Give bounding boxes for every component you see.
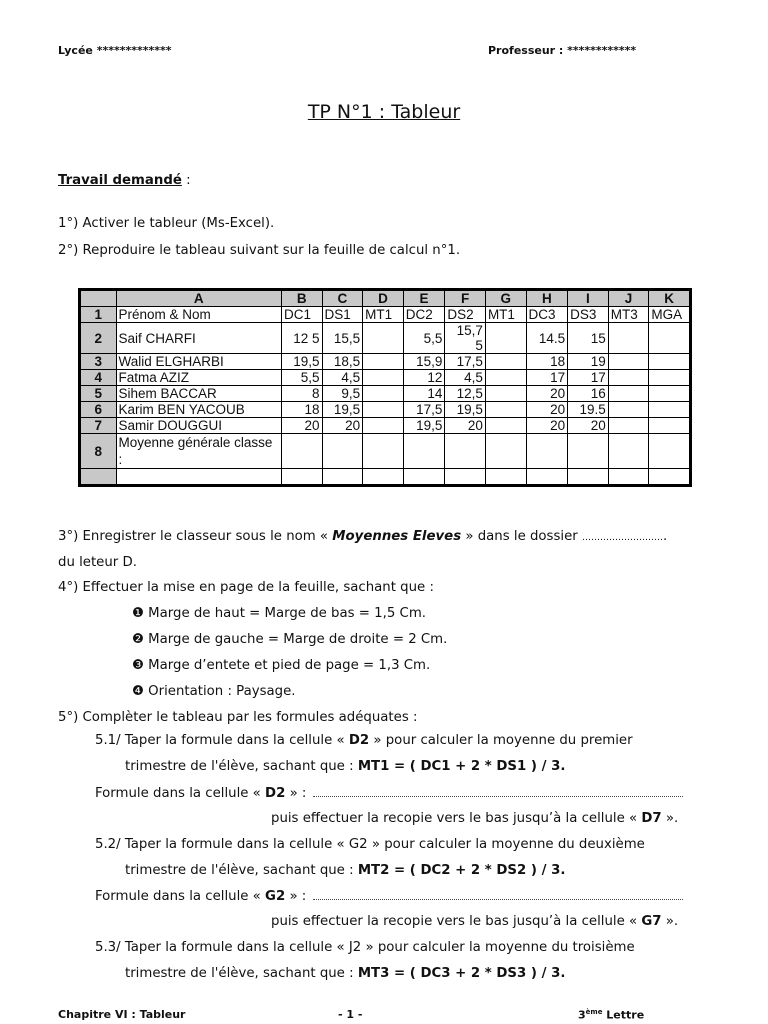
column-header: C: [322, 291, 363, 307]
column-header: B: [281, 291, 322, 307]
table-cell: 14.5: [526, 323, 568, 354]
table-cell: 19,5: [403, 418, 445, 434]
table-cell: [649, 323, 690, 354]
table-cell: 4,5: [322, 370, 363, 386]
step-5-1-text: 5.1/ Taper la formule dans la cellule «: [95, 733, 349, 748]
table-cell: 5,5: [403, 323, 445, 354]
task-heading: [58, 173, 191, 188]
recopie-d7-end: ».: [661, 811, 679, 826]
footer-page-number: - 1 -: [338, 1008, 363, 1021]
cell-ref-d2: D2: [348, 733, 370, 748]
table-cell: [363, 434, 404, 469]
step-5-2: 5.2/ Taper la formule dans la cellule « G2 » pour calculer la moyenne du deuxième: [95, 837, 645, 852]
table-cell: [485, 354, 526, 370]
task-heading-colon: :: [181, 173, 191, 188]
footer-class-num: 3: [578, 1008, 586, 1022]
table-cell: 17,5: [403, 402, 445, 418]
formula-d2-line: [95, 786, 683, 801]
table-cell: [363, 370, 404, 386]
table-cell: 19,5: [322, 402, 363, 418]
table-cell: 19.5: [568, 402, 609, 418]
column-header: H: [526, 291, 568, 307]
row-header: 2: [81, 323, 117, 354]
table-cell: [608, 469, 649, 485]
table-cell: [485, 323, 526, 354]
table-cell: [116, 469, 281, 485]
table-cell: 15,9: [403, 354, 445, 370]
cell-ref-g7: G7: [641, 914, 662, 929]
formula-d2-cell: D2: [265, 786, 286, 801]
table-cell: 15,7 5: [445, 323, 486, 354]
margin-left-right: ❷ Marge de gauche = Marge de droite = 2 Cm.: [132, 632, 448, 647]
column-header: E: [403, 291, 445, 307]
table-cell: [608, 323, 649, 354]
row-header: 5: [81, 386, 117, 402]
table-cell: 20: [526, 402, 568, 418]
table-cell: [608, 402, 649, 418]
teacher-name: Professeur : ************: [488, 44, 637, 57]
table-cell: 9,5: [322, 386, 363, 402]
footer-class-text: Lettre: [602, 1008, 645, 1022]
table-cell: DC3: [526, 307, 568, 323]
table-cell: 20: [322, 418, 363, 434]
column-header-row: [81, 291, 690, 307]
column-header: D: [363, 291, 404, 307]
row-header: 1: [81, 307, 117, 323]
step-5-3-condition: trimestre de l'élève, sachant que :: [125, 966, 358, 981]
corner-cell: [81, 291, 117, 307]
table-cell: [649, 418, 690, 434]
table-cell: [485, 418, 526, 434]
table-row: [81, 386, 690, 402]
table-cell: [485, 386, 526, 402]
table-cell: [649, 402, 690, 418]
table-cell: [363, 469, 404, 485]
table-cell: DC2: [403, 307, 445, 323]
table-cell: 12: [403, 370, 445, 386]
column-header: G: [485, 291, 526, 307]
step-5-1: [95, 733, 633, 748]
table-cell: [485, 469, 526, 485]
table-cell: DC1: [281, 307, 322, 323]
step-3-text-2: » dans le dossier: [461, 529, 582, 544]
formula-g2-blank: [313, 898, 683, 900]
table-row: [81, 307, 690, 323]
table-cell: 18,5: [322, 354, 363, 370]
table-row: [81, 370, 690, 386]
table-row: [81, 434, 690, 469]
table-cell: [649, 370, 690, 386]
formula-d2-blank: [313, 795, 683, 797]
folder-blank: ………………………: [581, 533, 663, 543]
footer-class-sup: ème: [585, 1008, 603, 1016]
workbook-name: Moyennes Eleves: [332, 529, 462, 544]
table-cell: [281, 469, 322, 485]
step-5: 5°) Complèter le tableau par les formules adéquates :: [58, 710, 418, 725]
table-cell: Saif CHARFI: [116, 323, 281, 354]
table-cell: 12,5: [445, 386, 486, 402]
footer-chapter: Chapitre VI : Tableur: [58, 1008, 186, 1021]
table-cell: [363, 323, 404, 354]
table-cell: [608, 370, 649, 386]
table-cell: Karim BEN YACOUB: [116, 402, 281, 418]
table-cell: MT1: [485, 307, 526, 323]
table-cell: [608, 386, 649, 402]
table-cell: Prénom & Nom: [116, 307, 281, 323]
margin-header-footer: ❸ Marge d’entete et pied de page = 1,3 Cm.: [132, 658, 431, 673]
recopie-d7-text: puis effectuer la recopie vers le bas jusqu’à la cellule «: [271, 811, 642, 826]
table-cell: DS2: [445, 307, 486, 323]
row-header: 3: [81, 354, 117, 370]
step-1: 1°) Activer le tableur (Ms-Excel).: [58, 216, 275, 231]
row-header: 7: [81, 418, 117, 434]
table-cell: 20: [526, 386, 568, 402]
row-header: 6: [81, 402, 117, 418]
table-cell: [403, 434, 445, 469]
table-cell: [526, 434, 568, 469]
table-cell: 5,5: [281, 370, 322, 386]
step-5-2-line2: [125, 863, 565, 878]
table-cell: 14: [403, 386, 445, 402]
table-cell: 20: [526, 418, 568, 434]
cell-ref-d7: D7: [641, 811, 662, 826]
table-cell: [649, 386, 690, 402]
table-cell: 20: [281, 418, 322, 434]
table-cell: 17,5: [445, 354, 486, 370]
table-cell: [363, 402, 404, 418]
row-header: 8: [81, 434, 117, 469]
column-header: J: [608, 291, 649, 307]
table-cell: MT1: [363, 307, 404, 323]
table-cell: [322, 469, 363, 485]
table-cell: 19,5: [445, 402, 486, 418]
table-cell: [608, 418, 649, 434]
table-cell: 20: [445, 418, 486, 434]
table-cell: Moyenne générale classe :: [116, 434, 281, 469]
formula-d2-colon: » :: [285, 786, 311, 801]
table-cell: 16: [568, 386, 609, 402]
table-cell: DS3: [568, 307, 609, 323]
row-header: [81, 469, 117, 485]
column-header: I: [568, 291, 609, 307]
table-row: [81, 323, 690, 354]
page-title: TP N°1 : Tableur: [307, 101, 461, 123]
table-cell: [568, 469, 609, 485]
formula-mt2: MT2 = ( DC2 + 2 * DS2 ) / 3.: [357, 863, 566, 878]
table-cell: MGA: [649, 307, 690, 323]
task-heading-label: Travail demandé: [58, 173, 182, 188]
step-3-line2: du leteur D.: [58, 555, 137, 570]
table-cell: [608, 434, 649, 469]
table-row: [81, 354, 690, 370]
table-cell: Fatma AZIZ: [116, 370, 281, 386]
step-4: 4°) Effectuer la mise en page de la feuille, sachant que :: [58, 580, 434, 595]
table-cell: Samir DOUGGUI: [116, 418, 281, 434]
step-3: [58, 529, 667, 544]
table-cell: [485, 370, 526, 386]
table-cell: DS1: [322, 307, 363, 323]
step-2: 2°) Reproduire le tableau suivant sur la feuille de calcul n°1.: [58, 243, 461, 258]
table-cell: 18: [526, 354, 568, 370]
table-row: [81, 418, 690, 434]
step-5-1-line2: [125, 759, 565, 774]
table-cell: MT3: [608, 307, 649, 323]
formula-g2-colon: » :: [285, 889, 311, 904]
table-cell: [485, 434, 526, 469]
table-cell: Sihem BACCAR: [116, 386, 281, 402]
table-cell: 17: [526, 370, 568, 386]
recopie-g7-text: puis effectuer la recopie vers le bas jusqu’à la cellule «: [271, 914, 642, 929]
table-cell: 19: [568, 354, 609, 370]
table-cell: [363, 418, 404, 434]
formula-d2-label: Formule dans la cellule «: [95, 786, 266, 801]
table-cell: [568, 434, 609, 469]
table-cell: [445, 469, 486, 485]
step-3-end: .: [662, 529, 668, 544]
formula-g2-cell: G2: [265, 889, 286, 904]
table-cell: [526, 469, 568, 485]
table-cell: [649, 434, 690, 469]
school-name: Lycée *************: [58, 44, 172, 57]
table-row: [81, 469, 690, 485]
table-cell: [322, 434, 363, 469]
table-cell: [403, 469, 445, 485]
row-header: 4: [81, 370, 117, 386]
table-cell: 19,5: [281, 354, 322, 370]
table-cell: 8: [281, 386, 322, 402]
step-5-1-text-2: » pour calculer la moyenne du premier: [369, 733, 633, 748]
table-cell: [281, 434, 322, 469]
formula-g2-line: [95, 889, 683, 904]
column-header: K: [649, 291, 690, 307]
table-cell: [649, 354, 690, 370]
table-cell: [363, 386, 404, 402]
step-5-3-line2: [125, 966, 565, 981]
column-header: F: [445, 291, 486, 307]
footer-class: [578, 1008, 644, 1022]
table-row: [81, 402, 690, 418]
recopie-g7-end: ».: [661, 914, 679, 929]
table-cell: 20: [568, 418, 609, 434]
spreadsheet-table: [78, 288, 692, 487]
step-5-2-condition: trimestre de l'élève, sachant que :: [125, 863, 358, 878]
table-cell: 15,5: [322, 323, 363, 354]
table-cell: [649, 469, 690, 485]
step-5-1-condition: trimestre de l'élève, sachant que :: [125, 759, 358, 774]
table-cell: [608, 354, 649, 370]
step-5-3: 5.3/ Taper la formule dans la cellule « J2 » pour calculer la moyenne du troisième: [95, 940, 635, 955]
column-header: A: [116, 291, 281, 307]
formula-mt1: MT1 = ( DC1 + 2 * DS1 ) / 3.: [357, 759, 566, 774]
table-cell: [363, 354, 404, 370]
table-cell: [445, 434, 486, 469]
orientation: ❹ Orientation : Paysage.: [132, 684, 296, 699]
table-cell: 18: [281, 402, 322, 418]
formula-g2-label: Formule dans la cellule «: [95, 889, 266, 904]
table-cell: 17: [568, 370, 609, 386]
table-cell: 15: [568, 323, 609, 354]
margin-top-bottom: ❶ Marge de haut = Marge de bas = 1,5 Cm.: [132, 606, 427, 621]
recopie-g7-line: [271, 914, 678, 929]
formula-mt3: MT3 = ( DC3 + 2 * DS3 ) / 3.: [357, 966, 566, 981]
recopie-d7-line: [271, 811, 678, 826]
step-3-text: 3°) Enregistrer le classeur sous le nom «: [58, 529, 333, 544]
table-cell: 12 5: [281, 323, 322, 354]
table-cell: 4,5: [445, 370, 486, 386]
table-cell: [485, 402, 526, 418]
table-cell: Walid ELGHARBI: [116, 354, 281, 370]
